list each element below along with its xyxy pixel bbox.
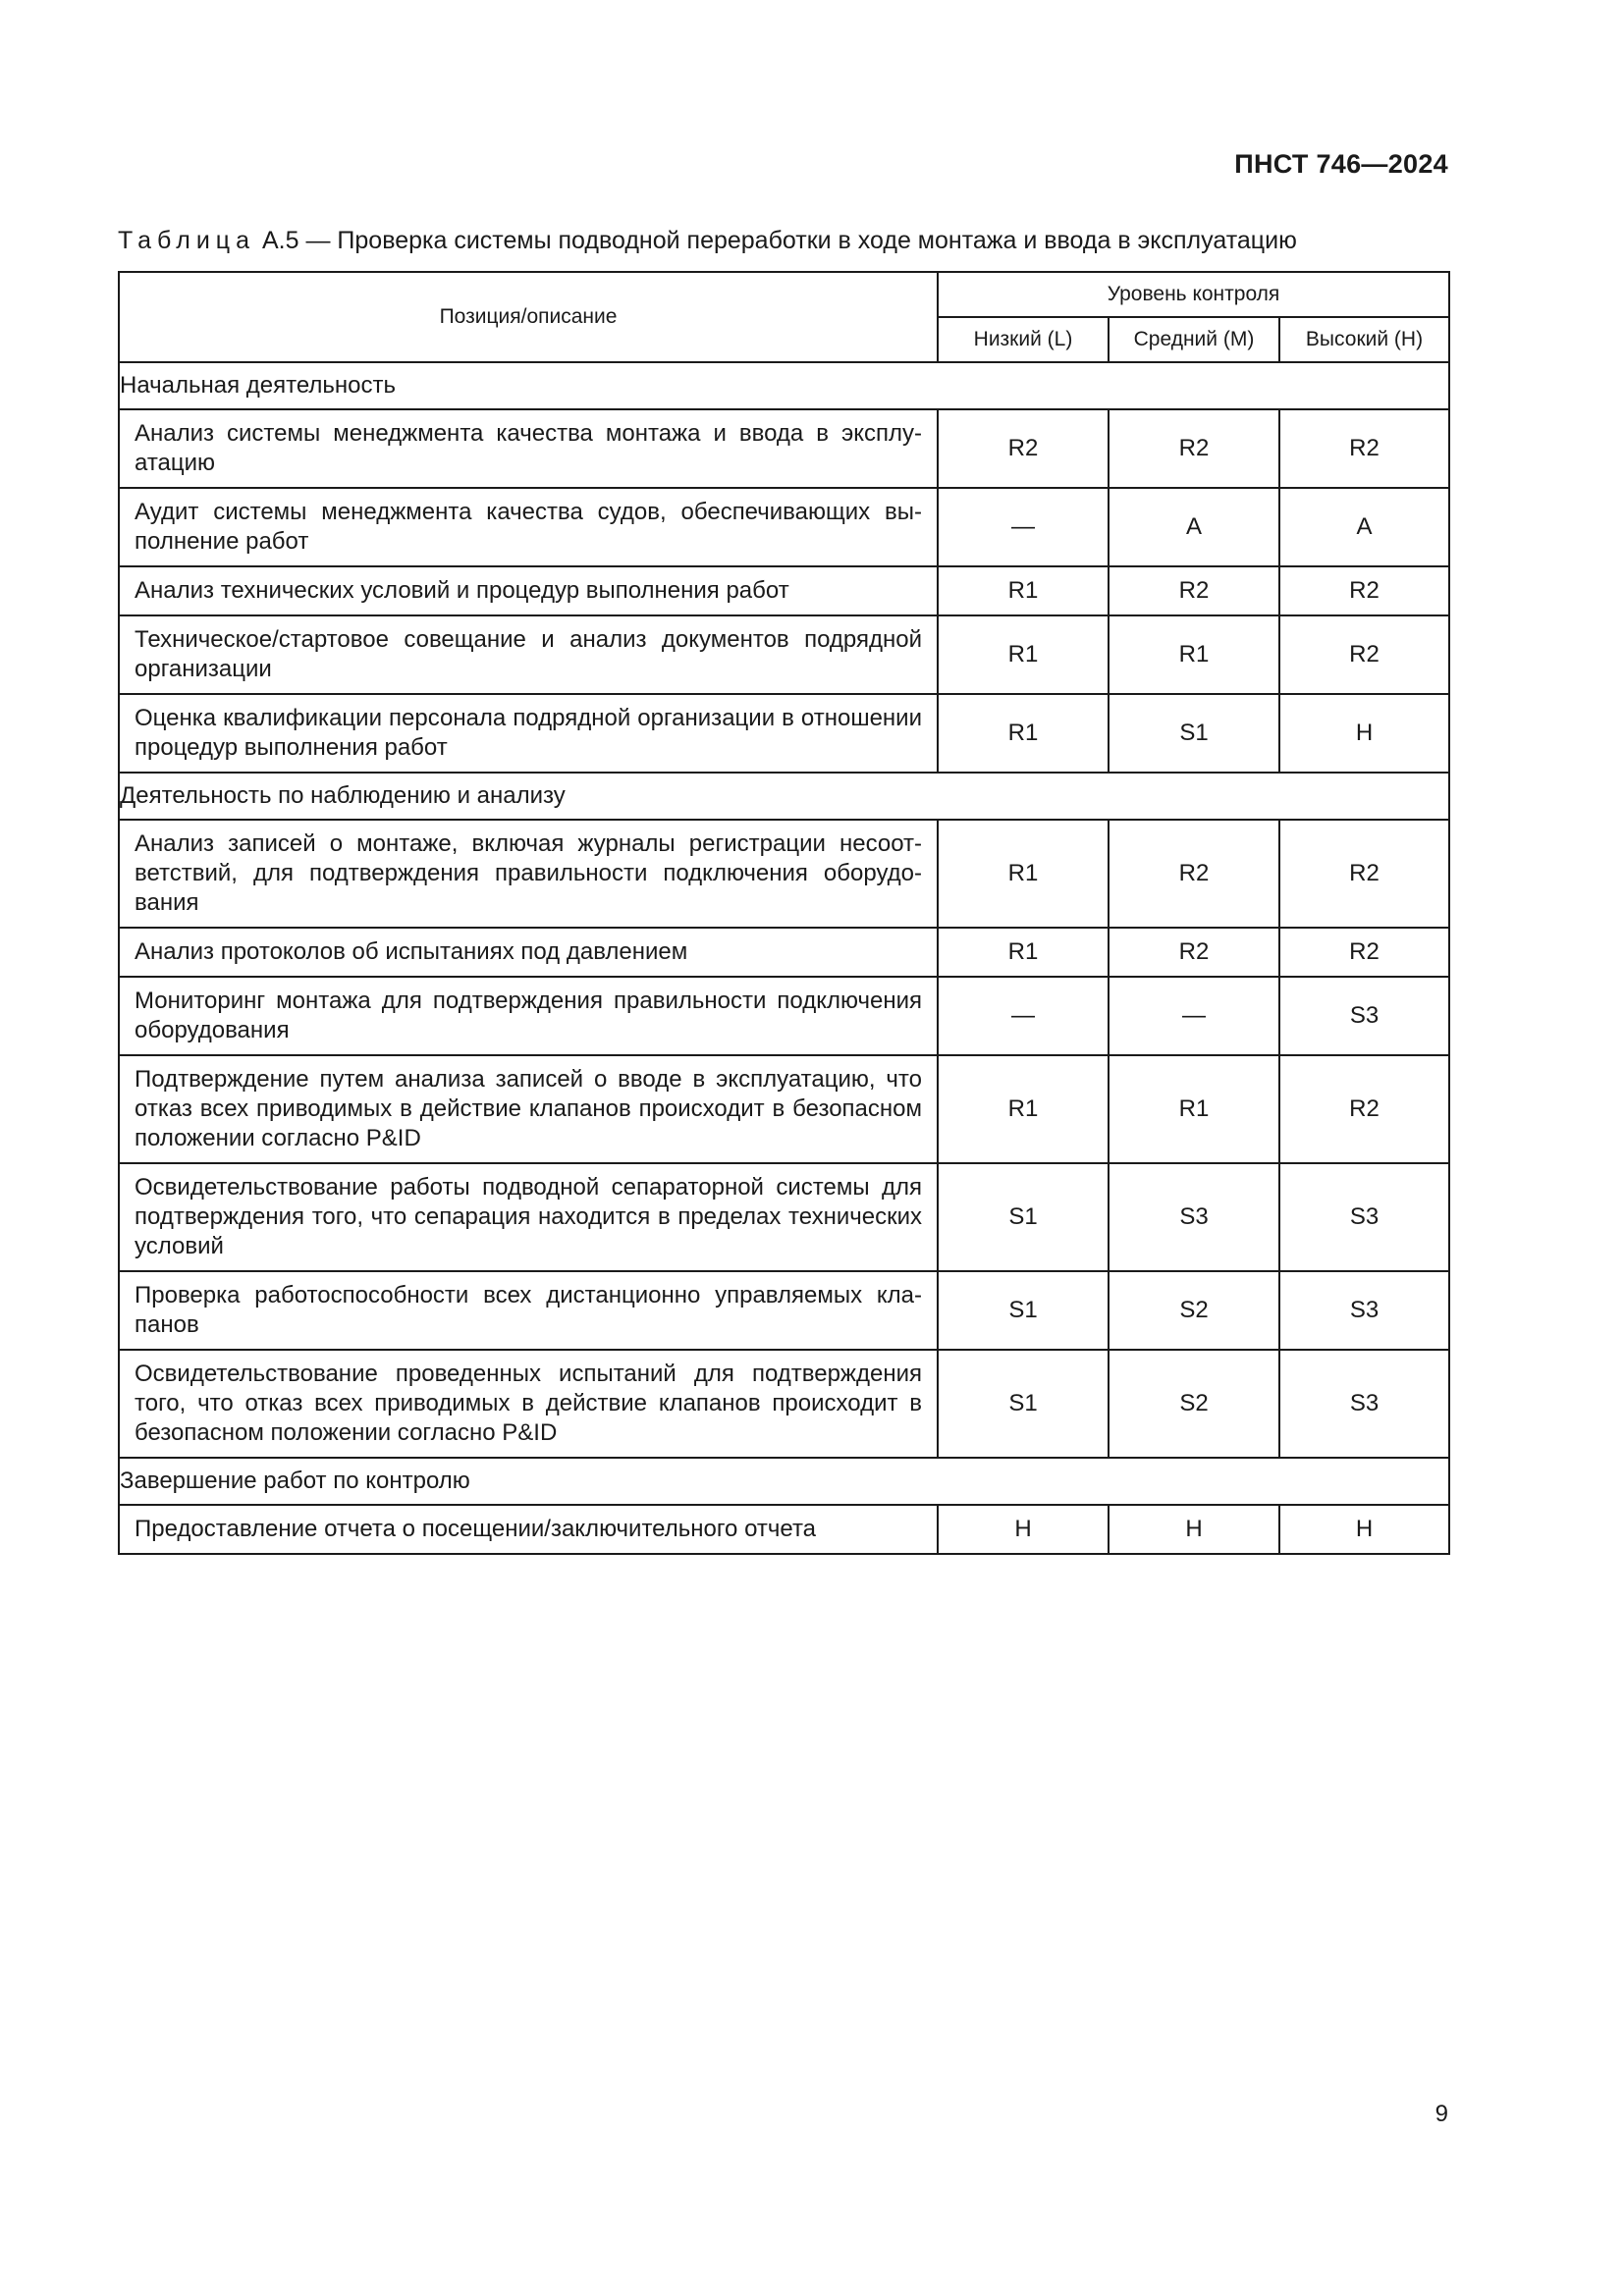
cell-medium: R1: [1109, 615, 1279, 694]
row-description: Анализ записей о монтаже, включая журналы регистрации несоответствий, для подтверждения правильности подключения оборудования: [119, 820, 938, 928]
table-row: [119, 1163, 1449, 1271]
cell-high: R2: [1279, 615, 1449, 694]
table-row: [119, 928, 1449, 977]
cell-high: R2: [1279, 1055, 1449, 1163]
table-row: [119, 1271, 1449, 1350]
table-row: [119, 820, 1449, 928]
cell-high: S3: [1279, 1163, 1449, 1271]
cell-high: R2: [1279, 820, 1449, 928]
cell-medium: R1: [1109, 1055, 1279, 1163]
section-title: Начальная деятельность: [119, 362, 1449, 409]
cell-medium: R2: [1109, 820, 1279, 928]
table-caption-label: Таблица: [118, 227, 256, 254]
cell-medium: —: [1109, 977, 1279, 1055]
cell-low: R1: [938, 615, 1109, 694]
cell-low: R2: [938, 409, 1109, 488]
cell-medium: R2: [1109, 409, 1279, 488]
column-header-high: Высокий (Н): [1279, 317, 1449, 362]
section-row: [119, 1458, 1449, 1505]
control-level-table: [118, 271, 1450, 1555]
cell-high: H: [1279, 1505, 1449, 1554]
column-header-description: Позиция/описание: [119, 272, 938, 362]
cell-medium: H: [1109, 1505, 1279, 1554]
table-row: [119, 409, 1449, 488]
row-description: Мониторинг монтажа для подтверждения правильности подключения оборудования: [119, 977, 938, 1055]
cell-low: R1: [938, 694, 1109, 773]
cell-high: S3: [1279, 1271, 1449, 1350]
section-title: Деятельность по наблюдению и анализу: [119, 773, 1449, 820]
cell-low: S1: [938, 1271, 1109, 1350]
section-row: [119, 362, 1449, 409]
cell-low: —: [938, 488, 1109, 566]
cell-medium: A: [1109, 488, 1279, 566]
table-caption-title: Проверка системы подводной переработки в ходе монтажа и ввода в эксплуатацию: [337, 227, 1297, 254]
cell-medium: S2: [1109, 1271, 1279, 1350]
cell-medium: R2: [1109, 566, 1279, 615]
document-code: ПНСТ 746—2024: [1234, 149, 1448, 179]
cell-high: H: [1279, 694, 1449, 773]
cell-low: R1: [938, 566, 1109, 615]
cell-low: H: [938, 1505, 1109, 1554]
cell-low: S1: [938, 1350, 1109, 1458]
table-row: [119, 566, 1449, 615]
cell-high: R2: [1279, 409, 1449, 488]
table-caption-number: А.5: [261, 227, 299, 254]
cell-high: S3: [1279, 1350, 1449, 1458]
row-description: Оценка квалификации персонала подрядной организации в отношении процедур выполнения работ: [119, 694, 938, 773]
row-description: Проверка работоспособности всех дистанционно управляемых клапанов: [119, 1271, 938, 1350]
column-header-control-level: Уровень контроля: [938, 272, 1449, 317]
table-row: [119, 1350, 1449, 1458]
row-description: Техническое/стартовое совещание и анализ документов подрядной организации: [119, 615, 938, 694]
cell-medium: S1: [1109, 694, 1279, 773]
row-description: Освидетельствование проведенных испытаний для подтверждения того, что отказ всех приводимых в действие клапанов происходит в безопасном положении согласно P&ID: [119, 1350, 938, 1458]
cell-high: A: [1279, 488, 1449, 566]
page-number: 9: [1435, 2101, 1448, 2127]
section-title: Завершение работ по контролю: [119, 1458, 1449, 1505]
cell-medium: R2: [1109, 928, 1279, 977]
cell-low: R1: [938, 820, 1109, 928]
cell-low: R1: [938, 1055, 1109, 1163]
cell-high: R2: [1279, 928, 1449, 977]
row-description: Подтверждение путем анализа записей о вводе в эксплуатацию, что отказ всех приводимых в действие клапанов происходит в безопасном положении согласно P&ID: [119, 1055, 938, 1163]
cell-medium: S3: [1109, 1163, 1279, 1271]
row-description: Освидетельствование работы подводной сепараторной системы для подтверждения того, что сепарация находится в пределах технических условий: [119, 1163, 938, 1271]
cell-medium: S2: [1109, 1350, 1279, 1458]
table-row: [119, 488, 1449, 566]
table-caption-dash: —: [305, 227, 331, 254]
cell-low: S1: [938, 1163, 1109, 1271]
table-caption: [118, 227, 1297, 255]
table-body: [119, 362, 1449, 1554]
cell-high: R2: [1279, 566, 1449, 615]
row-description: Аудит системы менеджмента качества судов, обеспечивающих выполнение работ: [119, 488, 938, 566]
column-header-low: Низкий (L): [938, 317, 1109, 362]
table-row: [119, 1055, 1449, 1163]
row-description: Анализ системы менеджмента качества монтажа и ввода в эксплуатацию: [119, 409, 938, 488]
table-row: [119, 977, 1449, 1055]
table-row: [119, 1505, 1449, 1554]
cell-low: —: [938, 977, 1109, 1055]
cell-low: R1: [938, 928, 1109, 977]
row-description: Предоставление отчета о посещении/заключительного отчета: [119, 1505, 938, 1554]
table-row: [119, 615, 1449, 694]
row-description: Анализ протоколов об испытаниях под давлением: [119, 928, 938, 977]
table-row: [119, 694, 1449, 773]
cell-high: S3: [1279, 977, 1449, 1055]
column-header-medium: Средний (М): [1109, 317, 1279, 362]
section-row: [119, 773, 1449, 820]
row-description: Анализ технических условий и процедур выполнения работ: [119, 566, 938, 615]
